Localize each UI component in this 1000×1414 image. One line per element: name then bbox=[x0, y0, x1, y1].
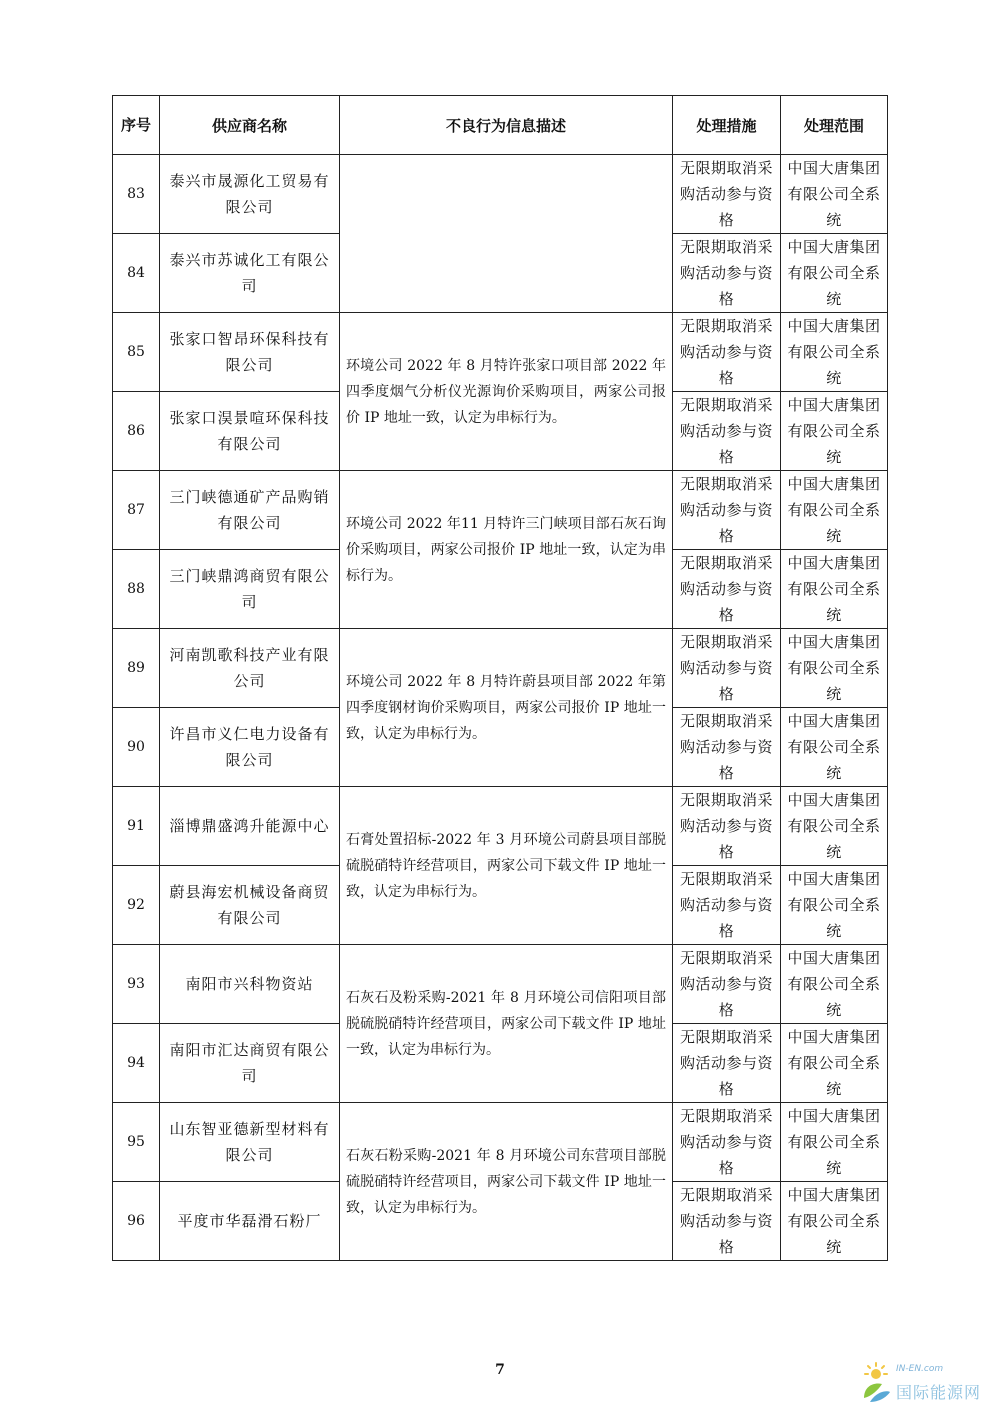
action-cell: 无限期取消采购活动参与资格 bbox=[673, 1024, 781, 1103]
supplier-name: 蔚县海宏机械设备商贸有限公司 bbox=[160, 866, 340, 945]
supplier-name: 淄博鼎盛鸿升能源中心 bbox=[160, 787, 340, 866]
header-index: 序号 bbox=[113, 96, 160, 155]
row-index: 90 bbox=[113, 708, 160, 787]
scope-cell: 中国大唐集团有限公司全系统 bbox=[781, 629, 888, 708]
row-index: 91 bbox=[113, 787, 160, 866]
watermark-text: 国际能源网 bbox=[896, 1383, 982, 1402]
scope-cell: 中国大唐集团有限公司全系统 bbox=[781, 392, 888, 471]
action-cell: 无限期取消采购活动参与资格 bbox=[673, 629, 781, 708]
supplier-name: 张家口淏景喧环保科技有限公司 bbox=[160, 392, 340, 471]
row-index: 87 bbox=[113, 471, 160, 550]
header-description: 不良行为信息描述 bbox=[340, 96, 673, 155]
supplier-name: 山东智亚德新型材料有限公司 bbox=[160, 1103, 340, 1182]
action-cell: 无限期取消采购活动参与资格 bbox=[673, 155, 781, 234]
scope-cell: 中国大唐集团有限公司全系统 bbox=[781, 234, 888, 313]
table-row bbox=[113, 945, 888, 1024]
scope-cell: 中国大唐集团有限公司全系统 bbox=[781, 471, 888, 550]
table-header-row bbox=[113, 96, 888, 155]
violation-description: 石灰石粉采购-2021 年 8 月环境公司东营项目部脱硫脱硝特许经营项目，两家公司下载文件 IP 地址一致，认定为串标行为。 bbox=[340, 1103, 673, 1261]
violation-description: 石膏处置招标-2022 年 3 月环境公司蔚县项目部脱硫脱硝特许经营项目，两家公司下载文件 IP 地址一致，认定为串标行为。 bbox=[340, 787, 673, 945]
row-index: 92 bbox=[113, 866, 160, 945]
row-index: 89 bbox=[113, 629, 160, 708]
action-cell: 无限期取消采购活动参与资格 bbox=[673, 787, 781, 866]
scope-cell: 中国大唐集团有限公司全系统 bbox=[781, 787, 888, 866]
supplier-name: 南阳市兴科物资站 bbox=[160, 945, 340, 1024]
table-row bbox=[113, 1103, 888, 1182]
watermark-site: IN-EN.com bbox=[896, 1364, 944, 1374]
violation-description: 石灰石及粉采购-2021 年 8 月环境公司信阳项目部脱硫脱硝特许经营项目，两家公司下载文件 IP 地址一致，认定为串标行为。 bbox=[340, 945, 673, 1103]
table-row bbox=[113, 629, 888, 708]
header-scope: 处理范围 bbox=[781, 96, 888, 155]
row-index: 93 bbox=[113, 945, 160, 1024]
violation-description: 环境公司 2022 年 8 月特许蔚县项目部 2022 年第四季度钢材询价采购项目，两家公司报价 IP 地址一致，认定为串标行为。 bbox=[340, 629, 673, 787]
scope-cell: 中国大唐集团有限公司全系统 bbox=[781, 313, 888, 392]
action-cell: 无限期取消采购活动参与资格 bbox=[673, 708, 781, 787]
scope-cell: 中国大唐集团有限公司全系统 bbox=[781, 945, 888, 1024]
scope-cell: 中国大唐集团有限公司全系统 bbox=[781, 1103, 888, 1182]
action-cell: 无限期取消采购活动参与资格 bbox=[673, 1103, 781, 1182]
row-index: 85 bbox=[113, 313, 160, 392]
row-index: 86 bbox=[113, 392, 160, 471]
table-row bbox=[113, 155, 888, 234]
supplier-name: 三门峡鼎鸿商贸有限公司 bbox=[160, 550, 340, 629]
supplier-name: 泰兴市苏诚化工有限公司 bbox=[160, 234, 340, 313]
row-index: 96 bbox=[113, 1182, 160, 1261]
supplier-name: 三门峡德通矿产品购销有限公司 bbox=[160, 471, 340, 550]
action-cell: 无限期取消采购活动参与资格 bbox=[673, 866, 781, 945]
supplier-name: 许昌市义仁电力设备有限公司 bbox=[160, 708, 340, 787]
sun-leaf-icon bbox=[858, 1362, 894, 1406]
header-action: 处理措施 bbox=[673, 96, 781, 155]
supplier-name: 张家口智昂环保科技有限公司 bbox=[160, 313, 340, 392]
scope-cell: 中国大唐集团有限公司全系统 bbox=[781, 1024, 888, 1103]
action-cell: 无限期取消采购活动参与资格 bbox=[673, 234, 781, 313]
supplier-name: 平度市华磊滑石粉厂 bbox=[160, 1182, 340, 1261]
header-supplier: 供应商名称 bbox=[160, 96, 340, 155]
action-cell: 无限期取消采购活动参与资格 bbox=[673, 1182, 781, 1261]
row-index: 84 bbox=[113, 234, 160, 313]
supplier-table bbox=[112, 95, 888, 1261]
page-number: 7 bbox=[495, 1362, 505, 1378]
row-index: 88 bbox=[113, 550, 160, 629]
scope-cell: 中国大唐集团有限公司全系统 bbox=[781, 866, 888, 945]
scope-cell: 中国大唐集团有限公司全系统 bbox=[781, 550, 888, 629]
table-row bbox=[113, 313, 888, 392]
row-index: 83 bbox=[113, 155, 160, 234]
table-row bbox=[113, 787, 888, 866]
violation-description: 环境公司 2022 年 8 月特许张家口项目部 2022 年四季度烟气分析仪光源询价采购项目，两家公司报价 IP 地址一致，认定为串标行为。 bbox=[340, 313, 673, 471]
scope-cell: 中国大唐集团有限公司全系统 bbox=[781, 708, 888, 787]
row-index: 95 bbox=[113, 1103, 160, 1182]
violation-description bbox=[340, 155, 673, 313]
row-index: 94 bbox=[113, 1024, 160, 1103]
scope-cell: 中国大唐集团有限公司全系统 bbox=[781, 155, 888, 234]
scope-cell: 中国大唐集团有限公司全系统 bbox=[781, 1182, 888, 1261]
watermark-logo bbox=[858, 1360, 988, 1408]
action-cell: 无限期取消采购活动参与资格 bbox=[673, 392, 781, 471]
action-cell: 无限期取消采购活动参与资格 bbox=[673, 471, 781, 550]
action-cell: 无限期取消采购活动参与资格 bbox=[673, 313, 781, 392]
table-row bbox=[113, 471, 888, 550]
action-cell: 无限期取消采购活动参与资格 bbox=[673, 945, 781, 1024]
action-cell: 无限期取消采购活动参与资格 bbox=[673, 550, 781, 629]
supplier-name: 河南凯歌科技产业有限公司 bbox=[160, 629, 340, 708]
supplier-name: 南阳市汇达商贸有限公司 bbox=[160, 1024, 340, 1103]
violation-description: 环境公司 2022 年11 月特许三门峡项目部石灰石询价采购项目，两家公司报价 IP 地址一致，认定为串标行为。 bbox=[340, 471, 673, 629]
supplier-name: 泰兴市晟源化工贸易有限公司 bbox=[160, 155, 340, 234]
